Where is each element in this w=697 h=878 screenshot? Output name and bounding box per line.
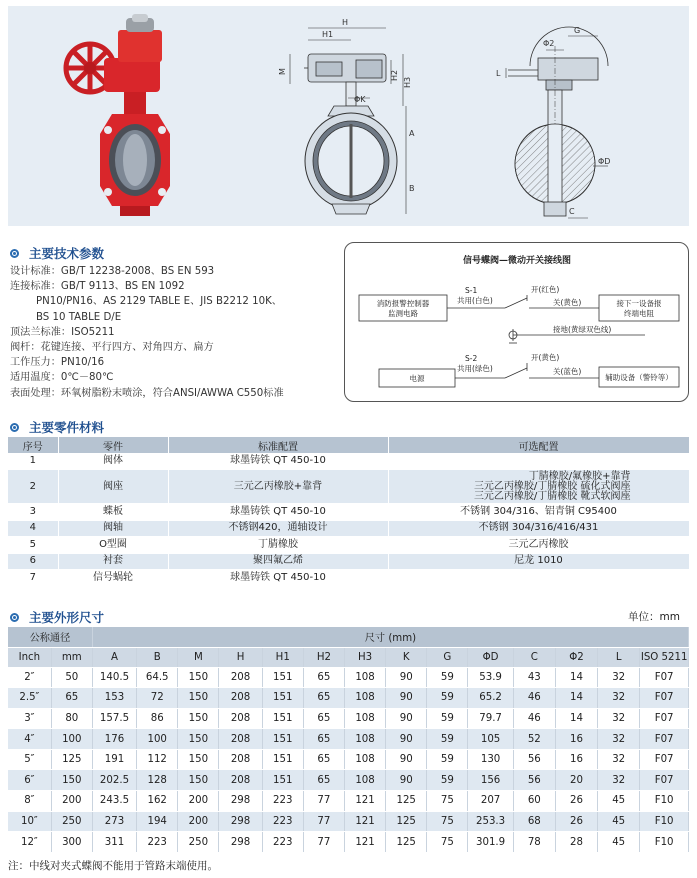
dims-cell: 2″ xyxy=(8,667,51,688)
valve-photo xyxy=(66,14,170,216)
dim-label-c: C xyxy=(569,207,575,216)
dims-cell: 125 xyxy=(386,791,427,812)
dims-cell: F07 xyxy=(640,729,689,750)
dims-cell: 108 xyxy=(344,688,385,709)
dims-cell: 28 xyxy=(555,832,597,853)
dims-cell: 77 xyxy=(303,791,344,812)
dims-cell: 250 xyxy=(51,811,92,832)
wiring-diagram xyxy=(344,242,689,402)
parts-row xyxy=(8,553,689,570)
parts-header-part: 零件 xyxy=(58,437,168,453)
dim-label-l: L xyxy=(496,69,501,78)
dims-cell: 108 xyxy=(344,708,385,729)
dim-label-m: M xyxy=(278,68,287,75)
dims-cell: 125 xyxy=(386,832,427,853)
dims-cell: F10 xyxy=(640,832,689,853)
parts-cell-std: 球墨铸铁 QT 450-10 xyxy=(168,570,388,587)
dims-cell: 77 xyxy=(303,832,344,853)
dims-cell: 59 xyxy=(427,770,468,791)
parts-cell-opt-line: 丁腈橡胶/氟橡胶+靠背 xyxy=(528,470,631,482)
dims-column-header: H3 xyxy=(344,647,385,667)
dims-cell: 14 xyxy=(555,688,597,709)
s1-common-label: 共用(白色) xyxy=(457,296,493,305)
dims-column-header: K xyxy=(386,647,427,667)
dims-cell: 77 xyxy=(303,811,344,832)
dim-label-h2: H2 xyxy=(390,69,399,81)
footnote: 注：中线对夹式蝶阀不能用于管路末端使用。 xyxy=(8,860,218,872)
dims-cell: 176 xyxy=(92,729,136,750)
dims-cell: 59 xyxy=(427,749,468,770)
parts-cell-opt xyxy=(388,453,689,470)
parts-cell-opt xyxy=(388,504,689,521)
dims-cell: 223 xyxy=(262,811,303,832)
dims-cell: 12″ xyxy=(8,832,51,853)
dims-column-header: H2 xyxy=(303,647,344,667)
dims-column-header: G xyxy=(427,647,468,667)
dims-cell: 150 xyxy=(51,770,92,791)
dims-cell: 311 xyxy=(92,832,136,853)
s2-open-label: 开(黄色) xyxy=(531,353,560,362)
dims-cell: 79.7 xyxy=(468,708,513,729)
dims-cell: 208 xyxy=(219,688,262,709)
dims-cell: 68 xyxy=(513,811,555,832)
parts-cell-no: 4 xyxy=(8,520,58,537)
dims-cell: 50 xyxy=(51,667,92,688)
dims-cell: 140.5 xyxy=(92,667,136,688)
dims-cell: F10 xyxy=(640,791,689,812)
dims-cell: 72 xyxy=(137,688,178,709)
dims-cell: 151 xyxy=(262,688,303,709)
dims-row xyxy=(8,667,689,688)
dims-cell: 121 xyxy=(344,791,385,812)
dims-cell: 200 xyxy=(178,791,219,812)
dims-cell: 105 xyxy=(468,729,513,750)
front-view-drawing xyxy=(278,18,415,214)
dims-cell: 4″ xyxy=(8,729,51,750)
dims-row xyxy=(8,770,689,791)
dims-cell: 26 xyxy=(555,791,597,812)
dim-label-b: B xyxy=(409,184,415,193)
dim-label-g: G xyxy=(574,26,581,35)
parts-table-body xyxy=(8,453,689,586)
parts-cell-part: 衬套 xyxy=(58,553,168,570)
dims-cell: 14 xyxy=(555,667,597,688)
dims-cell: 208 xyxy=(219,667,262,688)
parts-cell-no: 3 xyxy=(8,504,58,521)
dims-cell: 80 xyxy=(51,708,92,729)
dims-cell: 56 xyxy=(513,749,555,770)
section-heading-parts-text: 主要零件材料 xyxy=(29,420,105,435)
parts-row xyxy=(8,520,689,537)
parts-cell-std: 球墨铸铁 QT 450-10 xyxy=(168,453,388,470)
dims-cell: 26 xyxy=(555,811,597,832)
parts-cell-part: 阀座 xyxy=(58,470,168,504)
dims-cell: 150 xyxy=(178,749,219,770)
dims-row xyxy=(8,708,689,729)
spec-temperature: 适用温度：0℃－80℃ xyxy=(10,372,114,384)
dim-label-h3: H3 xyxy=(403,76,412,88)
dims-cell: 125 xyxy=(51,749,92,770)
dims-table-body xyxy=(8,667,689,852)
dims-cell: 14 xyxy=(555,708,597,729)
dims-cell: 194 xyxy=(137,811,178,832)
dims-cell: 208 xyxy=(219,729,262,750)
dims-row xyxy=(8,811,689,832)
dims-cell: 32 xyxy=(598,770,640,791)
dims-cell: 46 xyxy=(513,688,555,709)
dims-cell: F07 xyxy=(640,749,689,770)
parts-cell-opt-line: 三元乙丙橡胶 xyxy=(508,538,569,550)
box-next-device-line2: 终端电阻 xyxy=(624,309,654,318)
dims-cell: 243.5 xyxy=(92,791,136,812)
spec-surface: 表面处理：环氧树脂粉末喷涂，符合ANSI/AWWA C550标准 xyxy=(10,387,284,399)
parts-row xyxy=(8,470,689,504)
parts-cell-part: 蝶板 xyxy=(58,504,168,521)
dims-cell: 45 xyxy=(598,832,640,853)
parts-cell-opt xyxy=(388,520,689,537)
dims-column-header: H1 xyxy=(262,647,303,667)
dims-cell: 128 xyxy=(137,770,178,791)
dims-cell: 59 xyxy=(427,729,468,750)
parts-cell-opt xyxy=(388,553,689,570)
parts-cell-part: O型圈 xyxy=(58,537,168,554)
parts-row xyxy=(8,570,689,587)
s2-label: S-2 xyxy=(465,354,478,363)
dims-cell: 2.5″ xyxy=(8,688,51,709)
parts-cell-opt xyxy=(388,537,689,554)
parts-cell-opt xyxy=(388,570,689,587)
parts-cell-opt xyxy=(388,470,689,504)
dims-cell: 16 xyxy=(555,749,597,770)
dims-header-nominal: 公称通径 xyxy=(8,627,92,647)
dims-cell: 207 xyxy=(468,791,513,812)
dims-cell: 8″ xyxy=(8,791,51,812)
dims-cell: 151 xyxy=(262,770,303,791)
dims-cell: 191 xyxy=(92,749,136,770)
dim-label-phi2: Φ2 xyxy=(543,39,555,48)
section-view-drawing xyxy=(496,26,610,218)
parts-cell-part: 阀轴 xyxy=(58,520,168,537)
parts-row xyxy=(8,453,689,470)
dims-cell: 301.9 xyxy=(468,832,513,853)
dims-cell: 121 xyxy=(344,832,385,853)
dims-cell: 208 xyxy=(219,708,262,729)
parts-cell-std: 聚四氟乙烯 xyxy=(168,553,388,570)
dims-cell: 298 xyxy=(219,832,262,853)
dims-cell: 253.3 xyxy=(468,811,513,832)
dims-column-header: H xyxy=(219,647,262,667)
dims-cell: 32 xyxy=(598,729,640,750)
dims-cell: 300 xyxy=(51,832,92,853)
spec-connection-standard-cont: PN10/PN16、AS 2129 TABLE E、JIS B2212 10K、 xyxy=(36,296,282,308)
dims-row xyxy=(8,832,689,853)
parts-cell-std: 不锈钢420，通轴设计 xyxy=(168,520,388,537)
dims-cell: 151 xyxy=(262,708,303,729)
s1-label: S-1 xyxy=(465,286,478,295)
dims-column-header: Φ2 xyxy=(555,647,597,667)
dims-cell: 56 xyxy=(513,770,555,791)
dims-cell: 75 xyxy=(427,791,468,812)
bullet-ring-icon xyxy=(10,613,19,622)
parts-cell-opt-line: 不锈钢 304/316/416/431 xyxy=(478,522,599,534)
box-next-device-line1: 接下一设备报 xyxy=(616,299,662,308)
dims-cell: 250 xyxy=(178,832,219,853)
dims-row xyxy=(8,729,689,750)
dims-cell: 78 xyxy=(513,832,555,853)
dimensions-table xyxy=(8,627,689,853)
dims-cell: 20 xyxy=(555,770,597,791)
dims-cell: F07 xyxy=(640,688,689,709)
bullet-ring-icon xyxy=(10,249,19,258)
dims-column-header-row xyxy=(8,647,689,667)
dims-column-header: B xyxy=(137,647,178,667)
dims-cell: 150 xyxy=(178,688,219,709)
parts-cell-no: 5 xyxy=(8,537,58,554)
spec-stem: 阀杆：花键连接、平行四方、对角四方、扁方 xyxy=(10,342,214,354)
dims-cell: 65 xyxy=(303,729,344,750)
parts-cell-std: 三元乙丙橡胶+靠背 xyxy=(168,470,388,504)
dims-cell: 32 xyxy=(598,708,640,729)
dims-cell: 65.2 xyxy=(468,688,513,709)
dims-cell: 150 xyxy=(178,729,219,750)
dims-cell: 75 xyxy=(427,832,468,853)
parts-header-row xyxy=(8,437,689,453)
dims-cell: 151 xyxy=(262,667,303,688)
dims-cell: 59 xyxy=(427,688,468,709)
dims-cell: 108 xyxy=(344,770,385,791)
box-fire-alarm-line1: 消防报警控制器 xyxy=(376,299,430,308)
dims-cell: 90 xyxy=(386,729,427,750)
dims-cell: F07 xyxy=(640,667,689,688)
dims-row xyxy=(8,688,689,709)
product-banner xyxy=(8,6,689,226)
s1-open-label: 开(红色) xyxy=(531,285,560,294)
dims-cell: 121 xyxy=(344,811,385,832)
dims-cell: 65 xyxy=(303,667,344,688)
box-aux-label: 辅助设备（警铃等） xyxy=(605,373,673,382)
dims-cell: 60 xyxy=(513,791,555,812)
dims-cell: 108 xyxy=(344,667,385,688)
dims-column-header: ΦD xyxy=(468,647,513,667)
dims-cell: 125 xyxy=(386,811,427,832)
dims-cell: 32 xyxy=(598,667,640,688)
dims-cell: 223 xyxy=(262,832,303,853)
section-heading-dims-text: 主要外形尺寸 xyxy=(29,610,105,625)
parts-row xyxy=(8,537,689,554)
dims-cell: 156 xyxy=(468,770,513,791)
dims-cell: 43 xyxy=(513,667,555,688)
spec-connection-standard-cont2: BS 10 TABLE D/E xyxy=(36,311,122,323)
dims-cell: 52 xyxy=(513,729,555,750)
dims-cell: 75 xyxy=(427,811,468,832)
section-heading-tech-text: 主要技术参数 xyxy=(29,246,105,261)
dim-label-a: A xyxy=(409,129,415,138)
dims-cell: 108 xyxy=(344,749,385,770)
spec-connection-standard: 连接标准：GB/T 9113、BS EN 1092 xyxy=(10,281,185,293)
dims-cell: 90 xyxy=(386,708,427,729)
parts-cell-no: 7 xyxy=(8,570,58,587)
dims-row xyxy=(8,749,689,770)
dims-header-size: 尺寸 (mm) xyxy=(92,627,688,647)
dims-cell: 32 xyxy=(598,749,640,770)
dims-column-header: C xyxy=(513,647,555,667)
ground-label: 接地(黄绿双色线) xyxy=(553,325,612,334)
dims-cell: 65 xyxy=(303,708,344,729)
dims-group-header-row xyxy=(8,627,689,647)
parts-cell-std: 球墨铸铁 QT 450-10 xyxy=(168,504,388,521)
parts-cell-opt-line: 三元乙丙橡胶/丁腈橡胶 硫化式阀座 xyxy=(473,480,631,492)
spec-pressure: 工作压力：PN10/16 xyxy=(10,357,105,369)
dims-cell: F07 xyxy=(640,770,689,791)
wiring-title: 信号蝶阀—微动开关接线图 xyxy=(462,256,572,266)
dims-row xyxy=(8,791,689,812)
dims-cell: 65 xyxy=(51,688,92,709)
dims-cell: 130 xyxy=(468,749,513,770)
dims-cell: 59 xyxy=(427,667,468,688)
section-heading-dims xyxy=(10,608,104,626)
dims-column-header: A xyxy=(92,647,136,667)
spec-top-flange: 顶法兰标准：ISO5211 xyxy=(10,326,115,338)
unit-label: 单位：mm xyxy=(628,611,680,623)
dims-column-header: mm xyxy=(51,647,92,667)
box-power-label: 电源 xyxy=(409,374,425,383)
dims-cell: 16 xyxy=(555,729,597,750)
dim-label-phid: ΦD xyxy=(598,157,611,166)
parts-cell-part: 阀体 xyxy=(58,453,168,470)
dims-cell: 53.9 xyxy=(468,667,513,688)
dims-cell: 298 xyxy=(219,791,262,812)
parts-cell-no: 1 xyxy=(8,453,58,470)
dim-label-h1: H1 xyxy=(322,30,334,39)
dims-cell: 157.5 xyxy=(92,708,136,729)
dims-cell: 223 xyxy=(262,791,303,812)
dims-cell: 90 xyxy=(386,770,427,791)
dims-column-header: Inch xyxy=(8,647,51,667)
dims-cell: 200 xyxy=(178,811,219,832)
dims-column-header: L xyxy=(598,647,640,667)
dims-cell: 32 xyxy=(598,688,640,709)
spec-design-standard: 设计标准：GB/T 12238-2008、BS EN 593 xyxy=(10,266,215,277)
dims-cell: F07 xyxy=(640,708,689,729)
dims-cell: 223 xyxy=(137,832,178,853)
dims-cell: 10″ xyxy=(8,811,51,832)
parts-header-no: 序号 xyxy=(8,437,58,453)
dims-cell: 45 xyxy=(598,811,640,832)
dims-cell: 162 xyxy=(137,791,178,812)
dims-cell: 100 xyxy=(137,729,178,750)
dim-label-k: ΦK xyxy=(354,95,366,104)
dims-cell: F10 xyxy=(640,811,689,832)
bullet-ring-icon xyxy=(10,423,19,432)
dims-cell: 151 xyxy=(262,729,303,750)
dims-cell: 153 xyxy=(92,688,136,709)
dims-cell: 208 xyxy=(219,770,262,791)
section-heading-tech xyxy=(10,244,104,262)
parts-cell-std: 丁腈橡胶 xyxy=(168,537,388,554)
dims-cell: 208 xyxy=(219,749,262,770)
dims-cell: 90 xyxy=(386,667,427,688)
dims-cell: 108 xyxy=(344,729,385,750)
s1-close-label: 关(黄色) xyxy=(553,298,582,307)
dims-cell: 151 xyxy=(262,749,303,770)
dims-cell: 202.5 xyxy=(92,770,136,791)
dims-cell: 150 xyxy=(178,708,219,729)
parts-cell-opt-line: 尼龙 1010 xyxy=(514,555,563,567)
dims-cell: 65 xyxy=(303,770,344,791)
dim-label-h: H xyxy=(342,18,349,27)
dims-cell: 273 xyxy=(92,811,136,832)
spec-list xyxy=(10,264,340,401)
dims-cell: 112 xyxy=(137,749,178,770)
dims-column-header: M xyxy=(178,647,219,667)
section-heading-parts xyxy=(10,418,104,436)
parts-cell-opt-line: 不锈钢 304/316、铝青铜 C95400 xyxy=(460,505,617,517)
dims-column-header: ISO 5211 xyxy=(640,647,689,667)
dims-cell: 6″ xyxy=(8,770,51,791)
dims-cell: 5″ xyxy=(8,749,51,770)
dims-cell: 45 xyxy=(598,791,640,812)
dims-cell: 86 xyxy=(137,708,178,729)
dims-cell: 46 xyxy=(513,708,555,729)
parts-row xyxy=(8,504,689,521)
s2-close-label: 关(蓝色) xyxy=(553,367,582,376)
dims-cell: 100 xyxy=(51,729,92,750)
box-fire-alarm-line2: 监测电路 xyxy=(388,309,418,318)
parts-cell-opt-line: 三元乙丙橡胶/丁腈橡胶 靴式软阀座 xyxy=(473,490,631,502)
dims-cell: 59 xyxy=(427,708,468,729)
parts-cell-no: 2 xyxy=(8,470,58,504)
parts-header-std: 标准配置 xyxy=(168,437,388,453)
dims-cell: 200 xyxy=(51,791,92,812)
dims-cell: 65 xyxy=(303,688,344,709)
parts-header-opt: 可选配置 xyxy=(388,437,689,453)
dims-cell: 298 xyxy=(219,811,262,832)
dims-cell: 150 xyxy=(178,770,219,791)
dims-cell: 90 xyxy=(386,688,427,709)
dims-cell: 150 xyxy=(178,667,219,688)
dims-cell: 3″ xyxy=(8,708,51,729)
dims-cell: 65 xyxy=(303,749,344,770)
parts-cell-part: 信号蜗轮 xyxy=(58,570,168,587)
dims-cell: 90 xyxy=(386,749,427,770)
valve-drawings xyxy=(8,6,689,226)
dims-cell: 64.5 xyxy=(137,667,178,688)
parts-cell-no: 6 xyxy=(8,553,58,570)
parts-table xyxy=(8,437,690,587)
s2-common-label: 共用(绿色) xyxy=(457,364,493,373)
